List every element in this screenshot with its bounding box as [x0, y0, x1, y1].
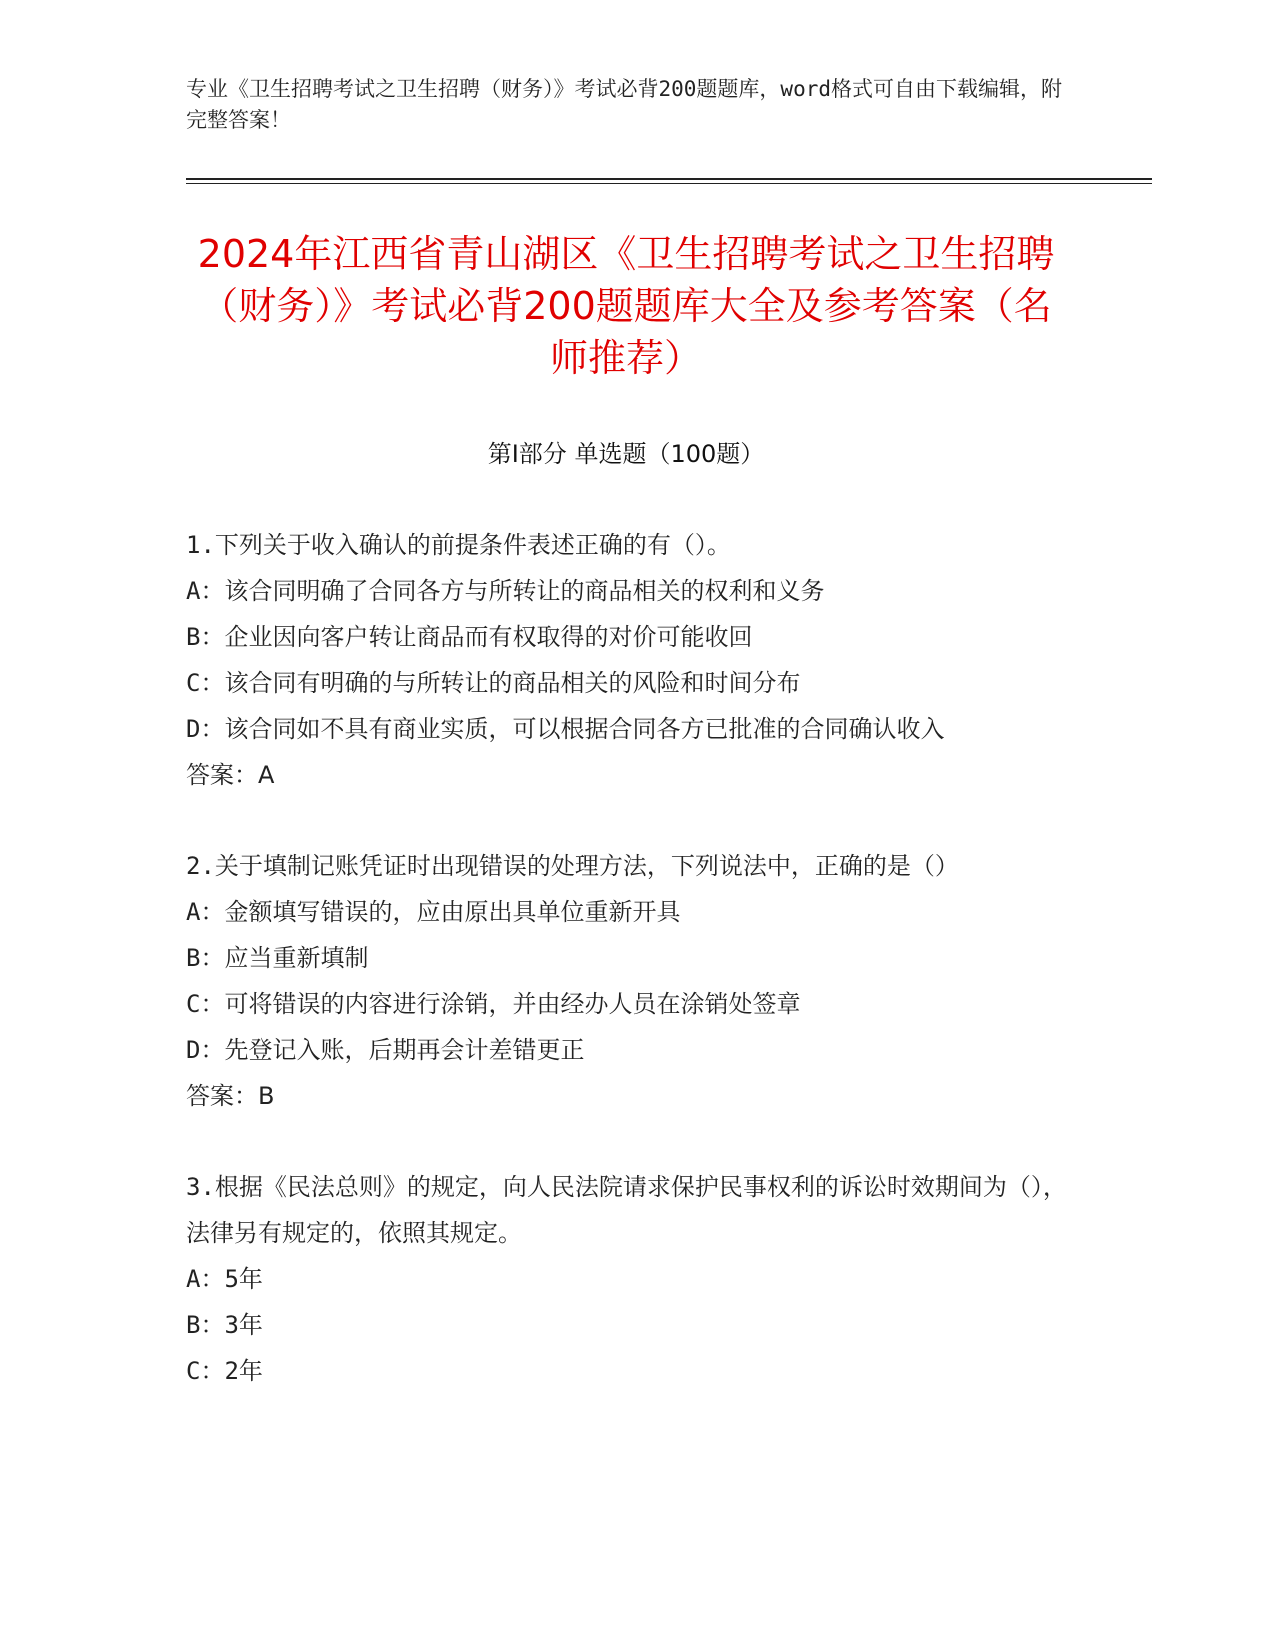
header-note: 专业《卫生招聘考试之卫生招聘（财务）》考试必背200题题库，word格式可自由下载编辑，附完整答案！ [186, 77, 1062, 132]
option-b: B：应当重新填制 [186, 944, 369, 972]
header-divider-thick [186, 178, 1152, 180]
question-list [186, 522, 1076, 1439]
answer: 答案：A [186, 761, 275, 789]
option-c: C：该合同有明确的与所转让的商品相关的风险和时间分布 [186, 669, 801, 697]
question-stem: 3.根据《民法总则》的规定，向人民法院请求保护民事权利的诉讼时效期间为（），法律另有规定的，依照其规定。 [186, 1173, 1067, 1247]
option-b: B：3年 [186, 1311, 263, 1339]
document-title: 2024年江西省青山湖区《卫生招聘考试之卫生招聘（财务）》考试必背200题题库大全及参考答案（名师推荐） [197, 232, 1055, 380]
option-d: D：该合同如不具有商业实质，可以根据合同各方已批准的合同确认收入 [186, 715, 945, 743]
question-item [186, 843, 1076, 1119]
question-item [186, 522, 1076, 798]
section-title: 第Ⅰ部分 单选题（100题） [487, 440, 765, 468]
option-b: B：企业因向客户转让商品而有权取得的对价可能收回 [186, 623, 753, 651]
question-stem: 1.下列关于收入确认的前提条件表述正确的有（）。 [186, 531, 731, 559]
option-c: C：2年 [186, 1357, 263, 1385]
option-c: C：可将错误的内容进行涂销，并由经办人员在涂销处签章 [186, 990, 801, 1018]
question-stem: 2.关于填制记账凭证时出现错误的处理方法，下列说法中，正确的是（） [186, 852, 959, 880]
option-d: D：先登记入账，后期再会计差错更正 [186, 1036, 585, 1064]
option-a: A：该合同明确了合同各方与所转让的商品相关的权利和义务 [186, 577, 825, 605]
question-item [186, 1164, 1076, 1394]
option-a: A：金额填写错误的，应由原出具单位重新开具 [186, 898, 681, 926]
answer: 答案：B [186, 1082, 275, 1110]
header-divider-thin [186, 183, 1152, 184]
option-a: A：5年 [186, 1265, 263, 1293]
